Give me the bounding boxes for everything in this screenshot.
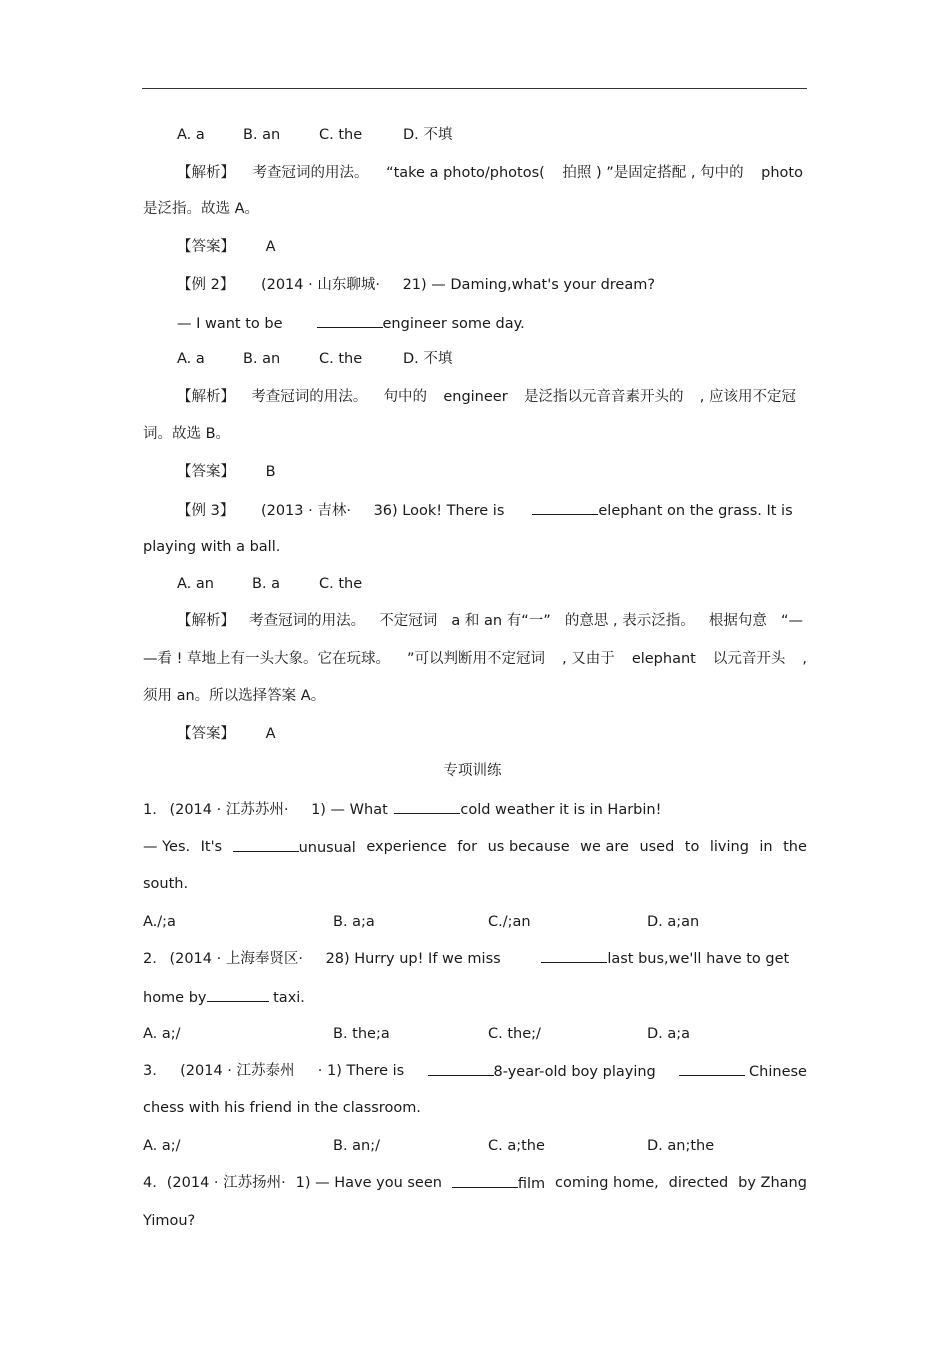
answer-blank	[233, 837, 299, 852]
ex1-analysis-line2: 是泛指。故选 A。	[143, 201, 260, 217]
ex1-option-a: A. a	[177, 127, 205, 143]
ex2-option-a: A. a	[177, 351, 205, 367]
answer-blank	[541, 948, 607, 963]
question-text: living	[709, 839, 749, 855]
example-text: 21) — Daming,what's your dream?	[402, 277, 656, 293]
question-source: (2014 · 江苏泰州	[180, 1063, 295, 1079]
answer-label: 【答案】	[177, 239, 235, 255]
question-text: · 1) There is	[317, 1063, 405, 1079]
ex3-option-b: B. a	[252, 576, 281, 592]
ex3-analysis-line2	[143, 649, 807, 669]
analysis-text: , 又由于	[562, 651, 615, 667]
analysis-text: 的意思 , 表示泛指。	[564, 613, 695, 629]
q3-line2: chess with his friend in the classroom.	[143, 1100, 421, 1116]
analysis-text: 不定冠词	[379, 613, 438, 629]
q3-line1	[143, 1061, 807, 1082]
question-text: engineer some day.	[382, 316, 525, 332]
q4-line2: Yimou?	[143, 1213, 196, 1229]
analysis-label: 【解析】	[177, 613, 235, 629]
ex2-analysis-line1	[177, 387, 796, 407]
question-source: (2014 · 上海奉贤区·	[169, 951, 303, 967]
q2-option-c: C. the;/	[488, 1026, 541, 1042]
answer-label: 【答案】	[177, 726, 235, 742]
q1-option-d: D. a;an	[647, 914, 700, 930]
question-text: in	[759, 839, 773, 855]
analysis-text: 是泛指以元音音素开头的	[523, 389, 684, 405]
q3-option-a: A. a;/	[143, 1138, 181, 1154]
analysis-text: 考查冠词的用法。	[251, 389, 368, 405]
ex3-question	[177, 500, 793, 521]
ex3-option-c: C. the	[319, 576, 363, 592]
ex3-analysis-line1	[177, 611, 803, 631]
question-number: 4.	[143, 1175, 157, 1191]
ex3-answer	[177, 724, 276, 744]
ex3-question-line2: playing with a ball.	[143, 539, 281, 555]
q3-option-c: C. a;the	[488, 1138, 545, 1154]
question-text: 8-year-old boy playing	[493, 1064, 656, 1080]
question-text: last bus,we'll have to get	[607, 951, 790, 967]
answer-blank	[394, 799, 460, 814]
question-number: 1.	[143, 802, 157, 818]
section-title: 专项训练	[443, 763, 502, 779]
question-text: by Zhang	[738, 1175, 807, 1191]
q1-line3: south.	[143, 876, 189, 892]
question-text: for	[457, 839, 478, 855]
analysis-label: 【解析】	[177, 389, 235, 405]
question-number: 3.	[143, 1063, 157, 1079]
ex3-option-a: A. an	[177, 576, 214, 592]
analysis-label: 【解析】	[177, 165, 235, 181]
analysis-text: elephant	[631, 651, 696, 667]
question-text: elephant on the grass. It is	[598, 503, 793, 519]
question-text: directed	[668, 1175, 729, 1191]
question-text: — Yes.	[143, 839, 191, 855]
question-text: coming home,	[555, 1175, 659, 1191]
question-source: (2014 · 江苏苏州·	[169, 802, 289, 818]
ex2-question-line2	[177, 313, 525, 334]
ex2-option-b: B. an	[243, 351, 281, 367]
analysis-text: 考查冠词的用法。	[249, 613, 366, 629]
answer-blank	[452, 1173, 518, 1188]
ex1-analysis-line1	[177, 163, 803, 183]
question-text: — I want to be	[177, 316, 283, 332]
question-text: home by	[143, 990, 207, 1006]
question-source: (2014 · 江苏扬州·	[166, 1175, 286, 1191]
analysis-text: a 和 an 有“一”	[451, 613, 551, 629]
question-text: cold weather it is in Harbin!	[460, 802, 662, 818]
example-source: (2014 · 山东聊城·	[260, 277, 380, 293]
q2-option-b: B. the;a	[333, 1026, 390, 1042]
q1-line1	[143, 799, 661, 820]
ex2-answer	[177, 462, 276, 482]
q1-option-b: B. a;a	[333, 914, 375, 930]
analysis-text: 根据句意	[708, 613, 767, 629]
q3-option-b: B. an;/	[333, 1138, 381, 1154]
example-label: 【例 2】	[177, 277, 235, 293]
q1-option-a: A./;a	[143, 914, 176, 930]
ex1-option-d: D. 不填	[403, 127, 453, 143]
q2-line1	[143, 948, 789, 969]
answer-blank	[317, 313, 383, 328]
analysis-text: “—	[780, 613, 803, 629]
question-text: 1) — Have you seen	[295, 1175, 442, 1191]
question-text: film	[517, 1176, 546, 1192]
answer-value: B	[265, 464, 276, 480]
analysis-text: ”可以判断用不定冠词	[407, 651, 546, 667]
answer-blank	[532, 500, 598, 515]
question-text: 1) — What	[311, 802, 388, 818]
q2-option-d: D. a;a	[647, 1026, 691, 1042]
example-source: (2013 · 吉林·	[260, 503, 351, 519]
analysis-text: , 应该用不定冠	[699, 389, 796, 405]
analysis-text: 句中的	[383, 389, 428, 405]
ex3-analysis-line3: 须用 an。所以选择答案 A。	[143, 688, 326, 704]
answer-blank	[207, 987, 269, 1002]
q2-line2	[143, 987, 305, 1008]
question-number: 2.	[143, 951, 157, 967]
ex1-option-c: C. the	[319, 127, 363, 143]
question-text: to	[684, 839, 700, 855]
ex2-analysis-line2: 词。故选 B。	[143, 426, 231, 442]
answer-blank	[428, 1061, 494, 1076]
question-text: used	[639, 839, 675, 855]
q3-option-d: D. an;the	[647, 1138, 715, 1154]
analysis-text: ,	[802, 651, 807, 667]
ex2-option-c: C. the	[319, 351, 363, 367]
analysis-text: “take a photo/photos(	[386, 165, 545, 181]
answer-value: A	[265, 726, 276, 742]
analysis-text: engineer	[443, 389, 508, 405]
ex1-option-b: B. an	[243, 127, 281, 143]
question-text: Chinese	[749, 1064, 807, 1080]
analysis-text: —看 ! 草地上有一头大象。它在玩球。	[143, 651, 391, 667]
example-label: 【例 3】	[177, 503, 235, 519]
question-text: us because	[487, 839, 570, 855]
answer-blank	[679, 1061, 745, 1076]
analysis-text: 考查冠词的用法。	[252, 165, 369, 181]
question-text: experience	[366, 839, 447, 855]
question-text: unusual	[298, 840, 356, 856]
header-rule	[142, 88, 807, 89]
q1-line2	[143, 837, 807, 858]
analysis-text: 拍照 ) ”是固定搭配 , 句中的	[562, 165, 744, 181]
ex1-answer	[177, 237, 276, 257]
answer-value: A	[265, 239, 276, 255]
question-text: taxi.	[268, 990, 305, 1006]
question-text: we are	[580, 839, 629, 855]
question-text: the	[783, 839, 807, 855]
q2-option-a: A. a;/	[143, 1026, 181, 1042]
q1-option-c: C./;an	[488, 914, 531, 930]
question-text: It's	[200, 839, 223, 855]
analysis-text: 以元音开头	[712, 651, 786, 667]
ex2-question	[177, 275, 655, 295]
question-text: 36) Look! There is	[373, 503, 505, 519]
ex2-option-d: D. 不填	[403, 351, 453, 367]
analysis-text: photo	[761, 165, 803, 181]
q4-line1	[143, 1173, 807, 1194]
answer-label: 【答案】	[177, 464, 235, 480]
question-text: 28) Hurry up! If we miss	[325, 951, 501, 967]
